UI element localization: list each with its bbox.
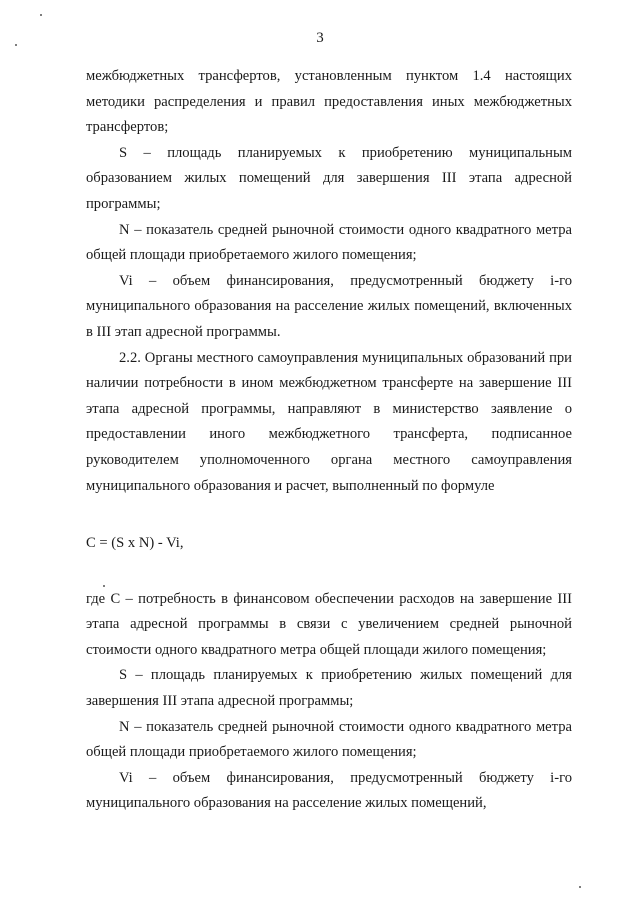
paragraph-definition-n: N – показатель средней рыночной стоимости одного квадратного метра общей площади приобретаемого жилого помещения; (86, 221, 572, 264)
page-number: 3 (316, 30, 324, 46)
scan-speck (579, 886, 581, 888)
paragraph-definition-s: S – площадь планируемых к приобретению муниципальным образованием жилых помещений для завершения III этапа адресной программы; (86, 144, 572, 212)
formula: C = (S x N) - Vi, (86, 535, 184, 552)
paragraph-definition-n-second: N – показатель средней рыночной стоимости одного квадратного метра общей площади приобретаемого жилого помещения; (86, 718, 572, 761)
scan-speck (40, 14, 42, 16)
paragraph-definition-s-second: S – площадь планируемых к приобретению жилых помещений для завершения III этапа адресной программы; (86, 667, 572, 710)
document-body (86, 64, 572, 817)
scan-speck (15, 44, 17, 46)
paragraph-definition-vi: Vi – объем финансирования, предусмотренный бюджету i-го муниципального образования на расселение жилых помещений, включенных в III этап адресной программы. (86, 272, 572, 340)
paragraph-transfers-continuation: межбюджетных трансфертов, установленным пунктом 1.4 настоящих методики распределения и правил предоставления иных межбюджетных трансфертов; (86, 68, 572, 136)
scan-speck (103, 585, 105, 587)
paragraph-definition-c: где C – потребность в финансовом обеспечении расходов на завершение III этапа адресной программы в связи с увеличением средней рыночной стоимости одного квадратного метра общей площади жилого помещения; (86, 590, 572, 658)
paragraph-section-2-2: 2.2. Органы местного самоуправления муниципальных образований при наличии потребности в ином межбюджетном трансферте на завершение III этапа адресной программы, направляют в министерство заявление о предоставлении иного межбюджетного трансферта, подписанное руководителем уполномоченного органа местного самоуправления муниципального образования и расчет, выполненный по формуле (86, 349, 572, 494)
paragraph-definition-vi-second: Vi – объем финансирования, предусмотренный бюджету i-го муниципального образования на расселение жилых помещений, (86, 769, 572, 812)
